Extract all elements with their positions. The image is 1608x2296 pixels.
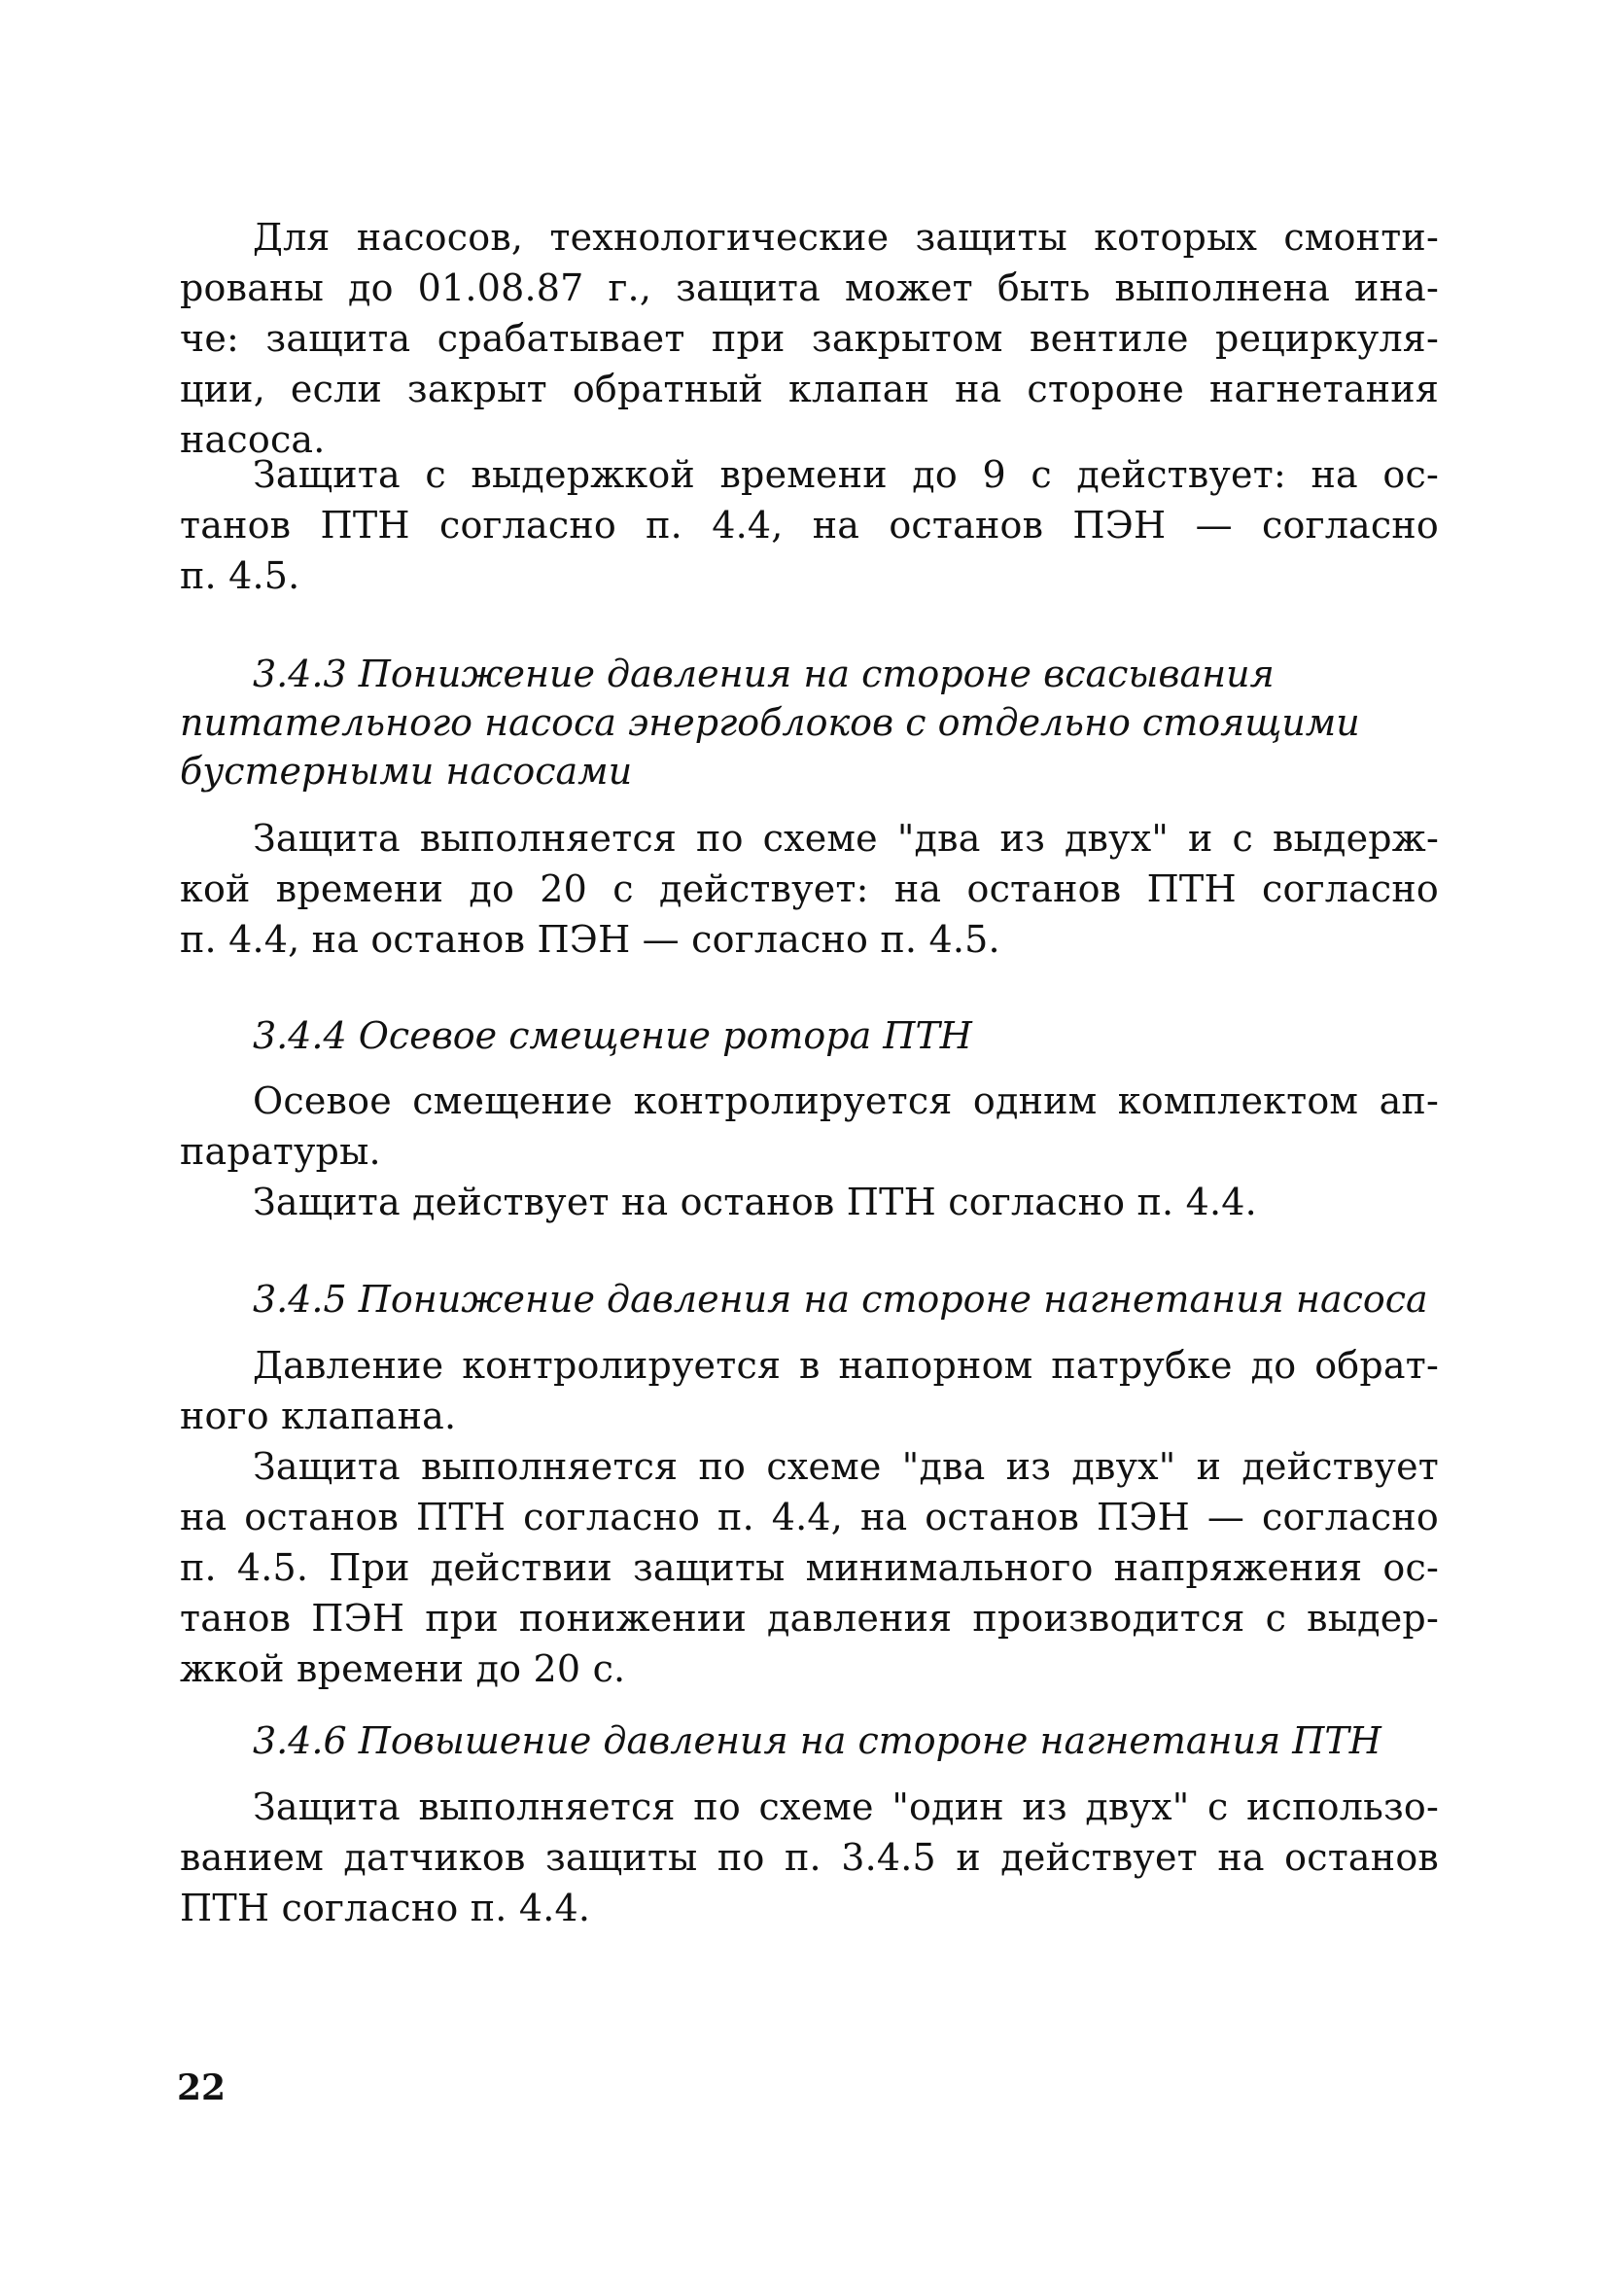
heading-line: бустерными насосами bbox=[180, 750, 633, 793]
text-line: на останов ПТН согласно п. 4.4, на останов ПЭН — согласно bbox=[180, 1496, 1439, 1538]
text-line: Защита выполняется по схеме "один из двух" с использо- bbox=[253, 1785, 1439, 1828]
text-line: кой времени до 20 с действует: на останов ПТН согласно bbox=[180, 867, 1439, 910]
text-line: п. 4.5. bbox=[180, 554, 300, 597]
text-line: танов ПЭН при понижении давления производится с выдер- bbox=[180, 1597, 1439, 1640]
text-line: Защита с выдержкой времени до 9 с действует: на ос- bbox=[253, 453, 1439, 496]
text-line: жкой времени до 20 с. bbox=[180, 1647, 626, 1690]
heading-line: 3.4.6 Повышение давления на стороне нагнетания ПТН bbox=[253, 1719, 1381, 1762]
text-line: ПТН согласно п. 4.4. bbox=[180, 1887, 591, 1929]
text-line: п. 4.4, на останов ПЭН — согласно п. 4.5. bbox=[180, 918, 1000, 961]
text-line: танов ПТН согласно п. 4.4, на останов ПЭН — согласно bbox=[180, 504, 1439, 547]
heading-line: 3.4.4 Осевое смещение ротора ПТН bbox=[253, 1014, 972, 1057]
text-line: ванием датчиков защиты по п. 3.4.5 и действует на останов bbox=[180, 1836, 1439, 1879]
heading-line: 3.4.3 Понижение давления на стороне всасывания bbox=[253, 653, 1275, 695]
text-line: Осевое смещение контролируется одним комплектом ап- bbox=[253, 1079, 1439, 1122]
text-line: насоса. bbox=[180, 418, 326, 461]
heading-line: питательного насоса энергоблоков с отдельно стоящими bbox=[180, 701, 1360, 744]
text-line: Для насосов, технологические защиты которых смонти- bbox=[253, 216, 1439, 259]
text-line: п. 4.5. При действии защиты минимального напряжения ос- bbox=[180, 1546, 1439, 1589]
page-number: 22 bbox=[177, 2067, 227, 2108]
text-line: ного клапана. bbox=[180, 1395, 457, 1437]
text-line: рованы до 01.08.87 г., защита может быть выполнена ина- bbox=[180, 266, 1439, 309]
text-line: Защита действует на останов ПТН согласно п. 4.4. bbox=[253, 1181, 1257, 1223]
text-line: ции, если закрыт обратный клапан на стороне нагнетания bbox=[180, 368, 1439, 410]
text-line: Защита выполняется по схеме "два из двух" и действует bbox=[253, 1445, 1439, 1488]
text-line: Давление контролируется в напорном патрубке до обрат- bbox=[253, 1344, 1439, 1387]
text-line: че: защита срабатывает при закрытом вентиле рециркуля- bbox=[180, 317, 1439, 360]
text-line: Защита выполняется по схеме "два из двух" и с выдерж- bbox=[253, 817, 1439, 860]
heading-line: 3.4.5 Понижение давления на стороне нагнетания насоса bbox=[253, 1278, 1428, 1321]
text-line: паратуры. bbox=[180, 1130, 381, 1173]
